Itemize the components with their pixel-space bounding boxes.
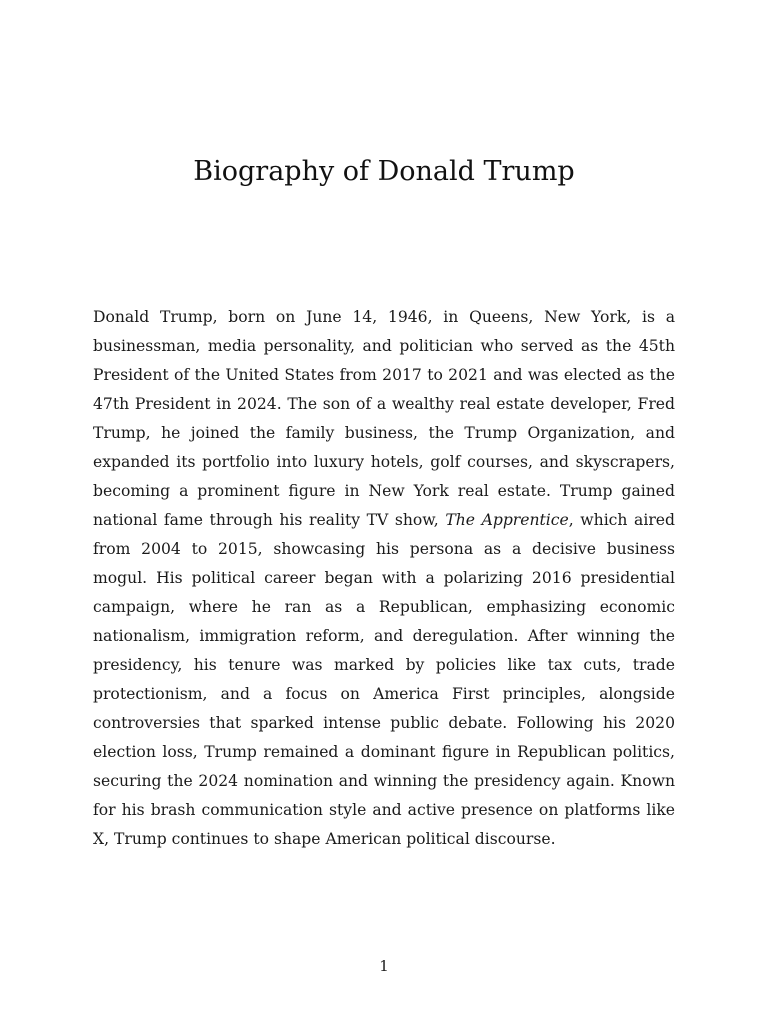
paragraph-text-start: Donald Trump, born on June 14, 1946, in Queens, New York, is a businessman, media personality, and politician who served as the 45th President of the United States from 2017 to 2021 and was elected as the 47th President in 2024. The son of a wealthy real estate developer, Fred Trump, he joined the family business, the Trump Organization, and expanded its portfolio into luxury hotels, golf courses, and skyscrapers, becoming a prominent figure in New York real estate. Trump gained national fame through his reality TV show,: [93, 308, 675, 529]
page-number: 1: [379, 957, 389, 975]
paragraph-text-end: , which aired from 2004 to 2015, showcasing his persona as a decisive business mogul. His political career began with a polarizing 2016 presidential campaign, where he ran as a Republican, emphasizing economic nationalism, immigration reform, and deregulation. After winning the presidency, his tenure was marked by policies like tax cuts, trade protectionism, and a focus on America First principles, alongside controversies that sparked intense public debate. Following his 2020 election loss, Trump remained a dominant figure in Republican politics, securing the 2024 nomination and winning the presidency again. Known for his brash communication style and active presence on platforms like X, Trump continues to shape American political discourse.: [93, 511, 675, 848]
document-title: Biography of Donald Trump: [193, 156, 575, 187]
show-title-italic: The Apprentice: [445, 511, 569, 529]
body-paragraph: [93, 303, 675, 854]
